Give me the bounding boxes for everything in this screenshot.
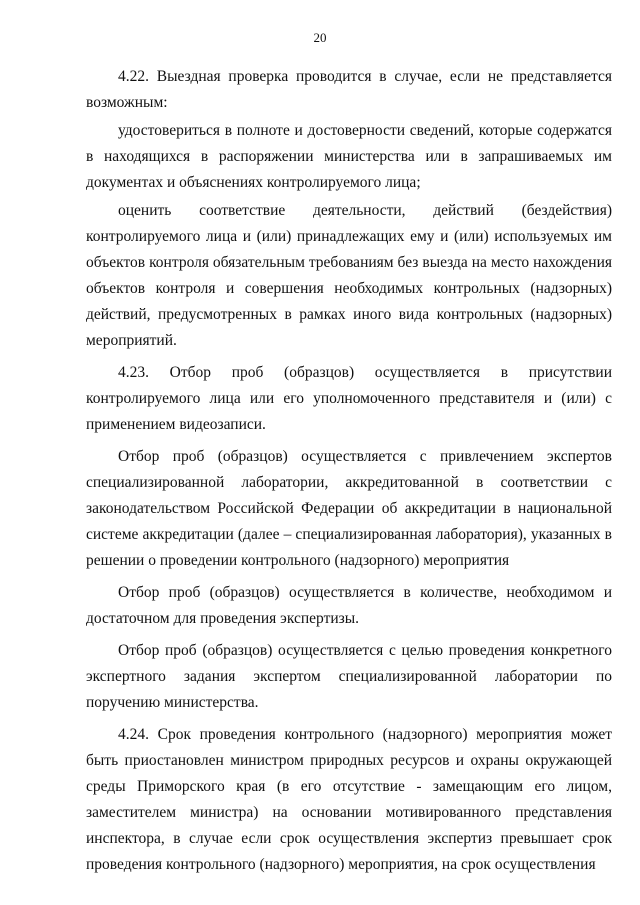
paragraph-sampling-purpose: Отбор проб (образцов) осуществляется с целью проведения конкретного экспертного задания экспертом специализированной лаборатории по поручению министерства. xyxy=(86,642,612,711)
paragraph-sampling-experts: Отбор проб (образцов) осуществляется с привлечением экспертов специализированной лаборатории, аккредитованной в соответствии с законодательством Российской Федерации об аккредитации в национальной системе аккредитации (далее – специализированная лаборатория), указанных в решении о проведении контрольного (надзорного) мероприятия xyxy=(86,448,612,569)
document-body xyxy=(86,64,612,880)
paragraph-4-23: 4.23. Отбор проб (образцов) осуществляется в присутствии контролируемого лица или его уполномоченного представителя и (или) с применением видеозаписи. xyxy=(86,364,612,433)
page-number: 20 xyxy=(313,30,327,45)
paragraph-4-24: 4.24. Срок проведения контрольного (надзорного) мероприятия может быть приостановлен министром природных ресурсов и охраны окружающей среды Приморского края (в его отсутствие - замещающим его лицом, заместителем министра) на основании мотивированного представления инспектора, в случае если срок осуществления экспертиз превышает срок проведения контрольного (надзорного) мероприятия, на срок осуществления xyxy=(86,726,612,873)
paragraph-assess-compliance: оценить соответствие деятельности, действий (бездействия) контролируемого лица и (или) принадлежащих ему и (или) используемых им объектов контроля обязательным требованиям без выезда на место нахождения объектов контроля и совершения необходимых контрольных (надзорных) действий, предусмотренных в рамках иного вида контрольных (надзорных) мероприятий. xyxy=(86,202,612,349)
paragraph-verify-completeness: удостовериться в полноте и достоверности сведений, которые содержатся в находящихся в распоряжении министерства или в запрашиваемых им документах и объяснениях контролируемого лица; xyxy=(86,122,612,191)
paragraph-4-22: 4.22. Выездная проверка проводится в случае, если не представляется возможным: xyxy=(86,68,612,111)
paragraph-sampling-quantity: Отбор проб (образцов) осуществляется в количестве, необходимом и достаточном для проведения экспертизы. xyxy=(86,584,612,627)
